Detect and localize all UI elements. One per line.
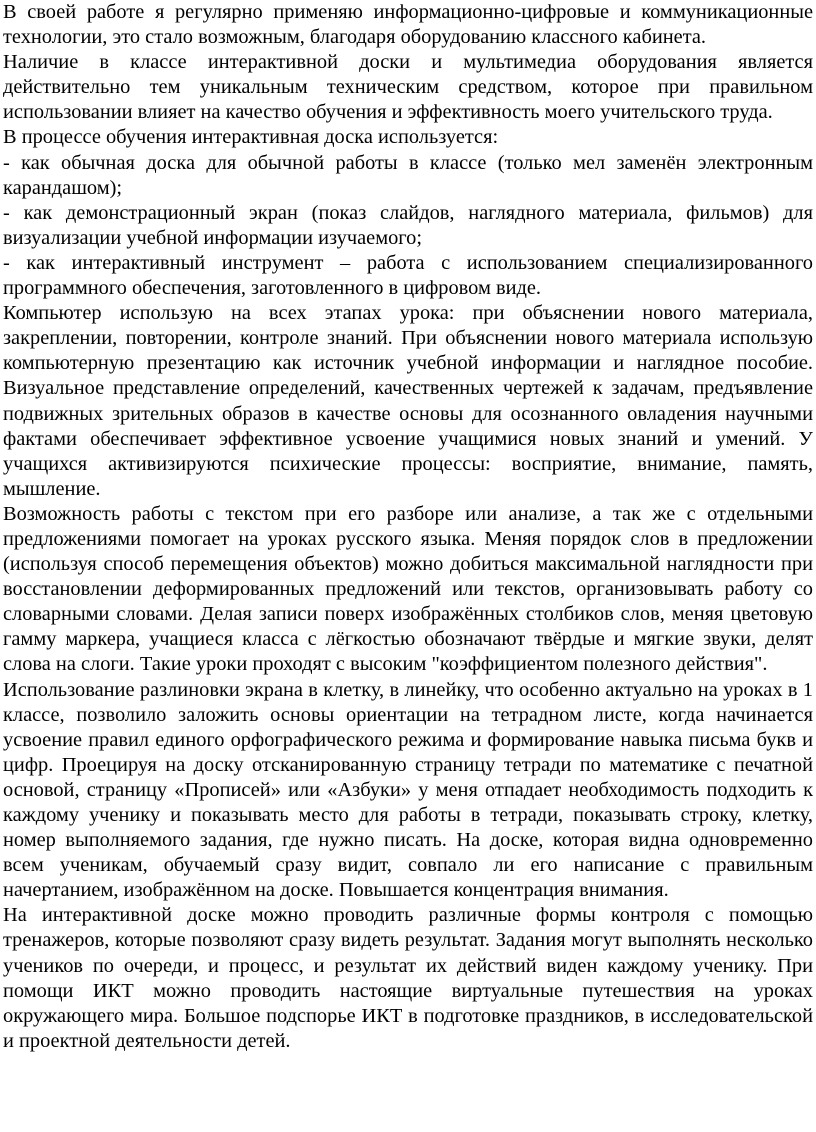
paragraph-intro: В своей работе я регулярно применяю информационно-цифровые и коммуникационные технологии, это стало возможным, благодаря оборудованию классного кабинета. [3, 1, 813, 49]
paragraph-screen-grid: Использование разлиновки экрана в клетку, в линейку, что особенно актуально на уроках в 1 классе, позволило заложить основы ориентации на тетрадном листе, когда начинается усвоение правил единого орфографического режима и формирование навыка письма букв и цифр. Проецируя на доску отсканированную страницу тетради по математике с печатной основой, страницу «Прописей» или «Азбуки» у меня отпадает необходимость подходить к каждому ученику и показывать место для работы в тетради, показывать строку, клетку, номер выполняемого задания, где нужно писать. На доске, которая видна одновременно всем ученикам, обучаемый сразу видит, совпало ли его написание с правильным начертанием, изображённом на доске. Повышается концентрация внимания. [3, 678, 813, 902]
paragraph-control-forms: На интерактивной доске можно проводить различные формы контроля с помощью тренажеров, которые позволяют сразу видеть результат. Задания могут выполнять несколько учеников по очереди, и процесс, и результат их действий виден каждому ученику. При помощи ИКТ можно проводить настоящие виртуальные путешествия на уроках окружающего мира. Большое подспорье ИКТ в подготовке праздников, в исследовательской и проектной деятельности детей. [3, 904, 813, 1052]
list-item-demo-screen: - как демонстрационный экран (показ слайдов, наглядного материала, фильмов) для визуализации учебной информации изучаемого; [3, 201, 813, 249]
paragraph-usage-heading: В процессе обучения интерактивная доска используется: [3, 126, 499, 149]
list-item-interactive-tool: - как интерактивный инструмент – работа с использованием специализированного программного обеспечения, заготовленного в цифровом виде. [3, 251, 813, 300]
paragraph-russian-language: Возможность работы с текстом при его разборе или анализе, а так же с отдельными предложениями помогает на уроках русского языка. Меняя порядок слов в предложении (используя способ перемещения объектов) можно добиться максимальной наглядности при восстановлении деформированных предложений или текстов, организовывать работу со словарными словами. Делая записи поверх изображённых столбиков слов, меняя цветовую гамму маркера, учащиеся класса с лёгкостью обозначают твёрдые и мягкие звуки, делят слова на слоги. Такие уроки проходят с высоким "коэффициентом полезного действия". [3, 502, 813, 676]
paragraph-interactive-board: Наличие в классе интерактивной доски и мультимедиа оборудования является действительно тем уникальным техническим средством, которое при правильном использовании влияет на качество обучения и эффективность моего учительского труда. [3, 51, 813, 124]
paragraph-computer-usage: Компьютер использую на всех этапах урока: при объяснении нового материала, закреплении, повторении, контроле знаний. При объяснении нового материала использую компьютерную презентацию как источник учебной информации и наглядное пособие. Визуальное представление определений, качественных чертежей к задачам, предъявление подвижных зрительных образов в качестве основы для осознанного овладения научными фактами обеспечивает эффективное усвоение учащимися новых знаний и умений. У учащихся активизируются психические процессы: восприятие, внимание, память, мышление. [3, 302, 813, 500]
list-item-ordinary-board: - как обычная доска для обычной работы в классе (только мел заменён электронным карандашом); [3, 151, 813, 199]
